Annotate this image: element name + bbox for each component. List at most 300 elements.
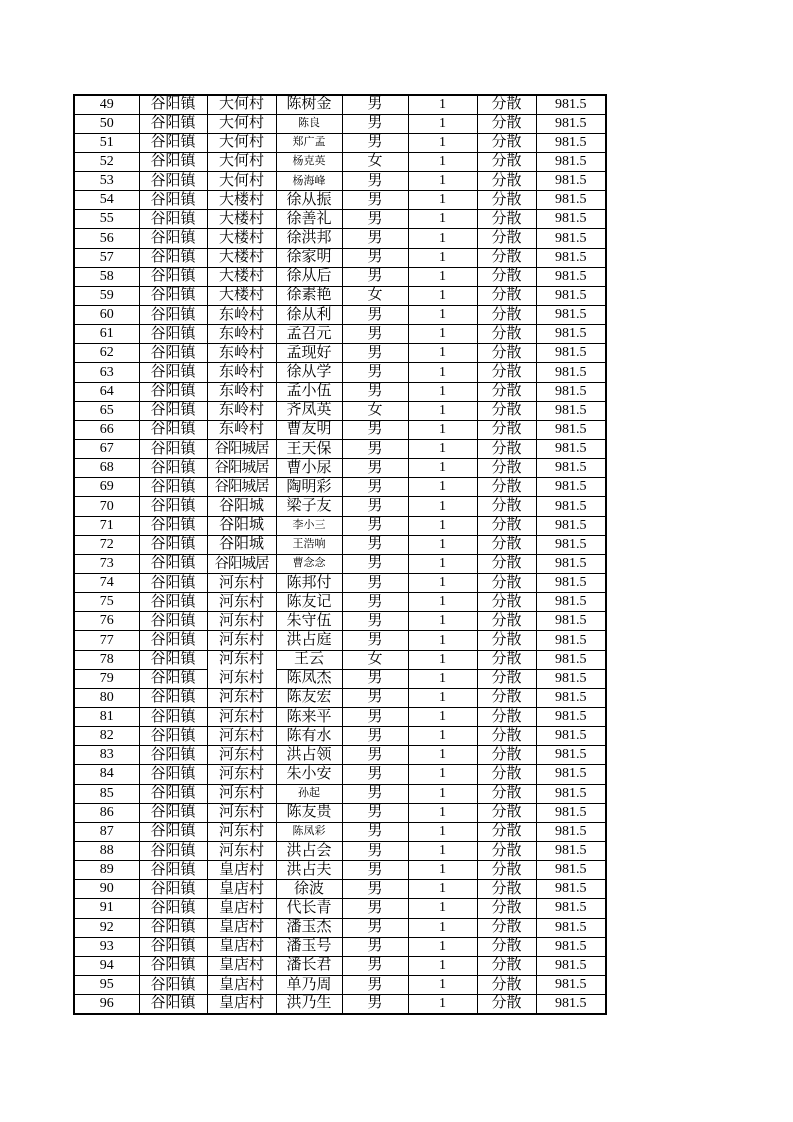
cell-index: 86	[74, 803, 139, 822]
cell-name: 孙起	[276, 784, 342, 803]
cell-amount: 981.5	[536, 899, 606, 918]
cell-village: 皇店村	[207, 995, 276, 1014]
cell-count: 1	[408, 248, 477, 267]
cell-count: 1	[408, 956, 477, 975]
cell-index: 64	[74, 382, 139, 401]
cell-village: 谷阳城	[207, 535, 276, 554]
cell-count: 1	[408, 497, 477, 516]
cell-index: 85	[74, 784, 139, 803]
cell-index: 92	[74, 918, 139, 937]
table-row	[74, 420, 606, 439]
cell-town: 谷阳镇	[139, 593, 207, 612]
cell-name: 徐家明	[276, 248, 342, 267]
cell-amount: 981.5	[536, 861, 606, 880]
cell-name: 洪乃生	[276, 995, 342, 1014]
cell-support-mode: 分散	[477, 975, 536, 994]
cell-count: 1	[408, 554, 477, 573]
cell-support-mode: 分散	[477, 382, 536, 401]
cell-count: 1	[408, 899, 477, 918]
cell-village: 皇店村	[207, 975, 276, 994]
table-row	[74, 478, 606, 497]
cell-village: 大何村	[207, 172, 276, 191]
cell-count: 1	[408, 267, 477, 286]
cell-amount: 981.5	[536, 382, 606, 401]
cell-gender: 男	[342, 593, 408, 612]
cell-count: 1	[408, 803, 477, 822]
cell-amount: 981.5	[536, 612, 606, 631]
cell-town: 谷阳镇	[139, 975, 207, 994]
table-row	[74, 765, 606, 784]
cell-count: 1	[408, 344, 477, 363]
cell-village: 皇店村	[207, 918, 276, 937]
cell-amount: 981.5	[536, 995, 606, 1014]
cell-name: 洪占会	[276, 841, 342, 860]
cell-gender: 男	[342, 975, 408, 994]
cell-village: 皇店村	[207, 899, 276, 918]
cell-name: 洪占庭	[276, 631, 342, 650]
cell-town: 谷阳镇	[139, 248, 207, 267]
cell-amount: 981.5	[536, 459, 606, 478]
cell-gender: 男	[342, 822, 408, 841]
cell-amount: 981.5	[536, 420, 606, 439]
cell-town: 谷阳镇	[139, 688, 207, 707]
cell-support-mode: 分散	[477, 822, 536, 841]
cell-support-mode: 分散	[477, 631, 536, 650]
table-row	[74, 554, 606, 573]
cell-village: 皇店村	[207, 937, 276, 956]
table-row	[74, 841, 606, 860]
cell-amount: 981.5	[536, 803, 606, 822]
cell-village: 东岭村	[207, 306, 276, 325]
cell-name: 洪占夫	[276, 861, 342, 880]
cell-index: 52	[74, 152, 139, 171]
cell-village: 东岭村	[207, 401, 276, 420]
cell-gender: 男	[342, 784, 408, 803]
cell-village: 河东村	[207, 688, 276, 707]
cell-gender: 男	[342, 210, 408, 229]
cell-index: 49	[74, 95, 139, 114]
cell-count: 1	[408, 114, 477, 133]
cell-name: 陈来平	[276, 708, 342, 727]
cell-town: 谷阳镇	[139, 746, 207, 765]
cell-name: 陈邦付	[276, 574, 342, 593]
cell-name: 孟小伍	[276, 382, 342, 401]
cell-index: 60	[74, 306, 139, 325]
cell-index: 53	[74, 172, 139, 191]
cell-support-mode: 分散	[477, 459, 536, 478]
table-row	[74, 459, 606, 478]
cell-gender: 男	[342, 880, 408, 899]
cell-index: 95	[74, 975, 139, 994]
table-row	[74, 956, 606, 975]
cell-gender: 男	[342, 306, 408, 325]
cell-town: 谷阳镇	[139, 535, 207, 554]
cell-name: 王云	[276, 650, 342, 669]
cell-gender: 女	[342, 401, 408, 420]
cell-town: 谷阳镇	[139, 841, 207, 860]
table-row	[74, 191, 606, 210]
cell-town: 谷阳镇	[139, 765, 207, 784]
table-row	[74, 937, 606, 956]
cell-village: 谷阳城居	[207, 459, 276, 478]
table-row	[74, 229, 606, 248]
cell-town: 谷阳镇	[139, 114, 207, 133]
table-row	[74, 708, 606, 727]
cell-support-mode: 分散	[477, 841, 536, 860]
cell-count: 1	[408, 708, 477, 727]
cell-index: 76	[74, 612, 139, 631]
cell-town: 谷阳镇	[139, 631, 207, 650]
cell-amount: 981.5	[536, 344, 606, 363]
table-row	[74, 152, 606, 171]
table-row	[74, 248, 606, 267]
cell-support-mode: 分散	[477, 708, 536, 727]
cell-count: 1	[408, 401, 477, 420]
cell-town: 谷阳镇	[139, 880, 207, 899]
cell-village: 大楼村	[207, 210, 276, 229]
cell-town: 谷阳镇	[139, 306, 207, 325]
cell-gender: 女	[342, 152, 408, 171]
cell-index: 63	[74, 363, 139, 382]
cell-support-mode: 分散	[477, 727, 536, 746]
table-row	[74, 574, 606, 593]
cell-support-mode: 分散	[477, 95, 536, 114]
cell-count: 1	[408, 841, 477, 860]
cell-index: 75	[74, 593, 139, 612]
cell-count: 1	[408, 765, 477, 784]
cell-support-mode: 分散	[477, 229, 536, 248]
cell-index: 73	[74, 554, 139, 573]
cell-support-mode: 分散	[477, 535, 536, 554]
cell-index: 88	[74, 841, 139, 860]
cell-support-mode: 分散	[477, 995, 536, 1014]
table-row	[74, 650, 606, 669]
cell-village: 河东村	[207, 669, 276, 688]
cell-support-mode: 分散	[477, 133, 536, 152]
cell-index: 69	[74, 478, 139, 497]
cell-gender: 男	[342, 899, 408, 918]
cell-gender: 男	[342, 382, 408, 401]
cell-count: 1	[408, 172, 477, 191]
table-row	[74, 306, 606, 325]
cell-village: 大楼村	[207, 248, 276, 267]
cell-amount: 981.5	[536, 784, 606, 803]
cell-town: 谷阳镇	[139, 803, 207, 822]
cell-village: 河东村	[207, 727, 276, 746]
table-row	[74, 133, 606, 152]
cell-gender: 男	[342, 191, 408, 210]
cell-gender: 女	[342, 650, 408, 669]
table-row	[74, 631, 606, 650]
cell-town: 谷阳镇	[139, 822, 207, 841]
cell-village: 大楼村	[207, 267, 276, 286]
cell-support-mode: 分散	[477, 325, 536, 344]
table-row	[74, 880, 606, 899]
cell-name: 单乃周	[276, 975, 342, 994]
cell-village: 谷阳城	[207, 516, 276, 535]
cell-name: 陈友记	[276, 593, 342, 612]
cell-town: 谷阳镇	[139, 210, 207, 229]
cell-index: 51	[74, 133, 139, 152]
cell-gender: 男	[342, 535, 408, 554]
cell-count: 1	[408, 325, 477, 344]
table-row	[74, 95, 606, 114]
table-row	[74, 516, 606, 535]
table-row	[74, 612, 606, 631]
table-row	[74, 899, 606, 918]
cell-name: 陈友宏	[276, 688, 342, 707]
cell-village: 东岭村	[207, 420, 276, 439]
cell-village: 河东村	[207, 593, 276, 612]
cell-name: 曹念念	[276, 554, 342, 573]
cell-town: 谷阳镇	[139, 344, 207, 363]
cell-index: 62	[74, 344, 139, 363]
cell-name: 陶明彩	[276, 478, 342, 497]
cell-count: 1	[408, 688, 477, 707]
cell-amount: 981.5	[536, 631, 606, 650]
cell-gender: 男	[342, 325, 408, 344]
cell-amount: 981.5	[536, 918, 606, 937]
cell-town: 谷阳镇	[139, 363, 207, 382]
cell-count: 1	[408, 995, 477, 1014]
cell-count: 1	[408, 975, 477, 994]
cell-town: 谷阳镇	[139, 899, 207, 918]
cell-count: 1	[408, 363, 477, 382]
cell-amount: 981.5	[536, 535, 606, 554]
cell-index: 78	[74, 650, 139, 669]
cell-count: 1	[408, 191, 477, 210]
cell-name: 梁子友	[276, 497, 342, 516]
cell-name: 朱守伍	[276, 612, 342, 631]
table-row	[74, 593, 606, 612]
cell-index: 58	[74, 267, 139, 286]
cell-support-mode: 分散	[477, 420, 536, 439]
cell-count: 1	[408, 535, 477, 554]
cell-index: 57	[74, 248, 139, 267]
cell-amount: 981.5	[536, 593, 606, 612]
cell-gender: 男	[342, 440, 408, 459]
cell-gender: 男	[342, 727, 408, 746]
table-row	[74, 803, 606, 822]
cell-amount: 981.5	[536, 669, 606, 688]
cell-gender: 男	[342, 95, 408, 114]
cell-count: 1	[408, 631, 477, 650]
cell-count: 1	[408, 286, 477, 305]
cell-town: 谷阳镇	[139, 669, 207, 688]
cell-town: 谷阳镇	[139, 191, 207, 210]
cell-amount: 981.5	[536, 746, 606, 765]
cell-name: 徐波	[276, 880, 342, 899]
cell-support-mode: 分散	[477, 612, 536, 631]
cell-index: 91	[74, 899, 139, 918]
cell-town: 谷阳镇	[139, 459, 207, 478]
cell-index: 50	[74, 114, 139, 133]
cell-amount: 981.5	[536, 210, 606, 229]
cell-town: 谷阳镇	[139, 286, 207, 305]
cell-town: 谷阳镇	[139, 420, 207, 439]
cell-support-mode: 分散	[477, 688, 536, 707]
cell-town: 谷阳镇	[139, 861, 207, 880]
cell-index: 84	[74, 765, 139, 784]
cell-amount: 981.5	[536, 497, 606, 516]
cell-count: 1	[408, 918, 477, 937]
cell-gender: 男	[342, 803, 408, 822]
cell-village: 河东村	[207, 574, 276, 593]
cell-count: 1	[408, 459, 477, 478]
cell-support-mode: 分散	[477, 516, 536, 535]
cell-support-mode: 分散	[477, 899, 536, 918]
cell-support-mode: 分散	[477, 286, 536, 305]
cell-support-mode: 分散	[477, 593, 536, 612]
cell-gender: 男	[342, 765, 408, 784]
cell-gender: 男	[342, 459, 408, 478]
cell-support-mode: 分散	[477, 574, 536, 593]
cell-name: 郑广孟	[276, 133, 342, 152]
table-row	[74, 975, 606, 994]
cell-village: 河东村	[207, 612, 276, 631]
cell-support-mode: 分散	[477, 861, 536, 880]
cell-name: 王天保	[276, 440, 342, 459]
cell-count: 1	[408, 746, 477, 765]
cell-amount: 981.5	[536, 880, 606, 899]
cell-gender: 男	[342, 363, 408, 382]
cell-count: 1	[408, 478, 477, 497]
cell-index: 70	[74, 497, 139, 516]
cell-index: 71	[74, 516, 139, 535]
cell-name: 朱小安	[276, 765, 342, 784]
cell-gender: 男	[342, 172, 408, 191]
cell-town: 谷阳镇	[139, 267, 207, 286]
cell-name: 徐素艳	[276, 286, 342, 305]
cell-gender: 男	[342, 248, 408, 267]
cell-town: 谷阳镇	[139, 401, 207, 420]
cell-count: 1	[408, 612, 477, 631]
cell-support-mode: 分散	[477, 210, 536, 229]
cell-gender: 男	[342, 841, 408, 860]
cell-amount: 981.5	[536, 708, 606, 727]
table-row	[74, 497, 606, 516]
cell-count: 1	[408, 784, 477, 803]
cell-support-mode: 分散	[477, 152, 536, 171]
table-row	[74, 669, 606, 688]
table-row	[74, 918, 606, 937]
cell-index: 61	[74, 325, 139, 344]
cell-amount: 981.5	[536, 152, 606, 171]
cell-name: 徐善礼	[276, 210, 342, 229]
cell-gender: 男	[342, 688, 408, 707]
cell-support-mode: 分散	[477, 497, 536, 516]
cell-village: 东岭村	[207, 363, 276, 382]
cell-name: 徐洪邦	[276, 229, 342, 248]
cell-town: 谷阳镇	[139, 478, 207, 497]
cell-count: 1	[408, 516, 477, 535]
cell-town: 谷阳镇	[139, 956, 207, 975]
cell-name: 陈友贵	[276, 803, 342, 822]
cell-name: 潘长君	[276, 956, 342, 975]
table-row	[74, 172, 606, 191]
cell-gender: 男	[342, 937, 408, 956]
cell-amount: 981.5	[536, 956, 606, 975]
cell-town: 谷阳镇	[139, 516, 207, 535]
cell-support-mode: 分散	[477, 669, 536, 688]
table-row	[74, 440, 606, 459]
cell-index: 66	[74, 420, 139, 439]
cell-gender: 男	[342, 708, 408, 727]
cell-gender: 女	[342, 286, 408, 305]
cell-support-mode: 分散	[477, 363, 536, 382]
cell-town: 谷阳镇	[139, 554, 207, 573]
cell-gender: 男	[342, 918, 408, 937]
cell-name: 潘玉号	[276, 937, 342, 956]
cell-village: 东岭村	[207, 325, 276, 344]
cell-gender: 男	[342, 133, 408, 152]
cell-name: 潘玉杰	[276, 918, 342, 937]
cell-village: 谷阳城	[207, 497, 276, 516]
cell-index: 82	[74, 727, 139, 746]
cell-amount: 981.5	[536, 478, 606, 497]
cell-gender: 男	[342, 669, 408, 688]
cell-support-mode: 分散	[477, 880, 536, 899]
cell-gender: 男	[342, 861, 408, 880]
cell-count: 1	[408, 822, 477, 841]
cell-amount: 981.5	[536, 172, 606, 191]
cell-name: 曹友明	[276, 420, 342, 439]
cell-count: 1	[408, 440, 477, 459]
cell-amount: 981.5	[536, 688, 606, 707]
cell-count: 1	[408, 727, 477, 746]
cell-amount: 981.5	[536, 191, 606, 210]
table-row	[74, 688, 606, 707]
table-row	[74, 401, 606, 420]
cell-support-mode: 分散	[477, 344, 536, 363]
cell-amount: 981.5	[536, 841, 606, 860]
cell-index: 67	[74, 440, 139, 459]
recipients-table	[73, 94, 607, 1015]
cell-count: 1	[408, 306, 477, 325]
cell-name: 孟现好	[276, 344, 342, 363]
cell-village: 大楼村	[207, 286, 276, 305]
cell-index: 74	[74, 574, 139, 593]
cell-name: 陈有水	[276, 727, 342, 746]
cell-village: 大何村	[207, 114, 276, 133]
table-row	[74, 746, 606, 765]
cell-amount: 981.5	[536, 765, 606, 784]
table-row	[74, 210, 606, 229]
cell-village: 大何村	[207, 95, 276, 114]
cell-index: 83	[74, 746, 139, 765]
cell-town: 谷阳镇	[139, 918, 207, 937]
cell-count: 1	[408, 593, 477, 612]
cell-support-mode: 分散	[477, 746, 536, 765]
cell-support-mode: 分散	[477, 401, 536, 420]
cell-town: 谷阳镇	[139, 440, 207, 459]
table-body	[74, 95, 606, 1014]
cell-gender: 男	[342, 229, 408, 248]
cell-support-mode: 分散	[477, 650, 536, 669]
cell-name: 陈凤杰	[276, 669, 342, 688]
table-row	[74, 344, 606, 363]
cell-village: 河东村	[207, 803, 276, 822]
cell-gender: 男	[342, 956, 408, 975]
cell-support-mode: 分散	[477, 784, 536, 803]
cell-name: 徐从后	[276, 267, 342, 286]
cell-support-mode: 分散	[477, 248, 536, 267]
cell-amount: 981.5	[536, 248, 606, 267]
cell-support-mode: 分散	[477, 554, 536, 573]
cell-count: 1	[408, 229, 477, 248]
cell-amount: 981.5	[536, 229, 606, 248]
cell-name: 王浩响	[276, 535, 342, 554]
